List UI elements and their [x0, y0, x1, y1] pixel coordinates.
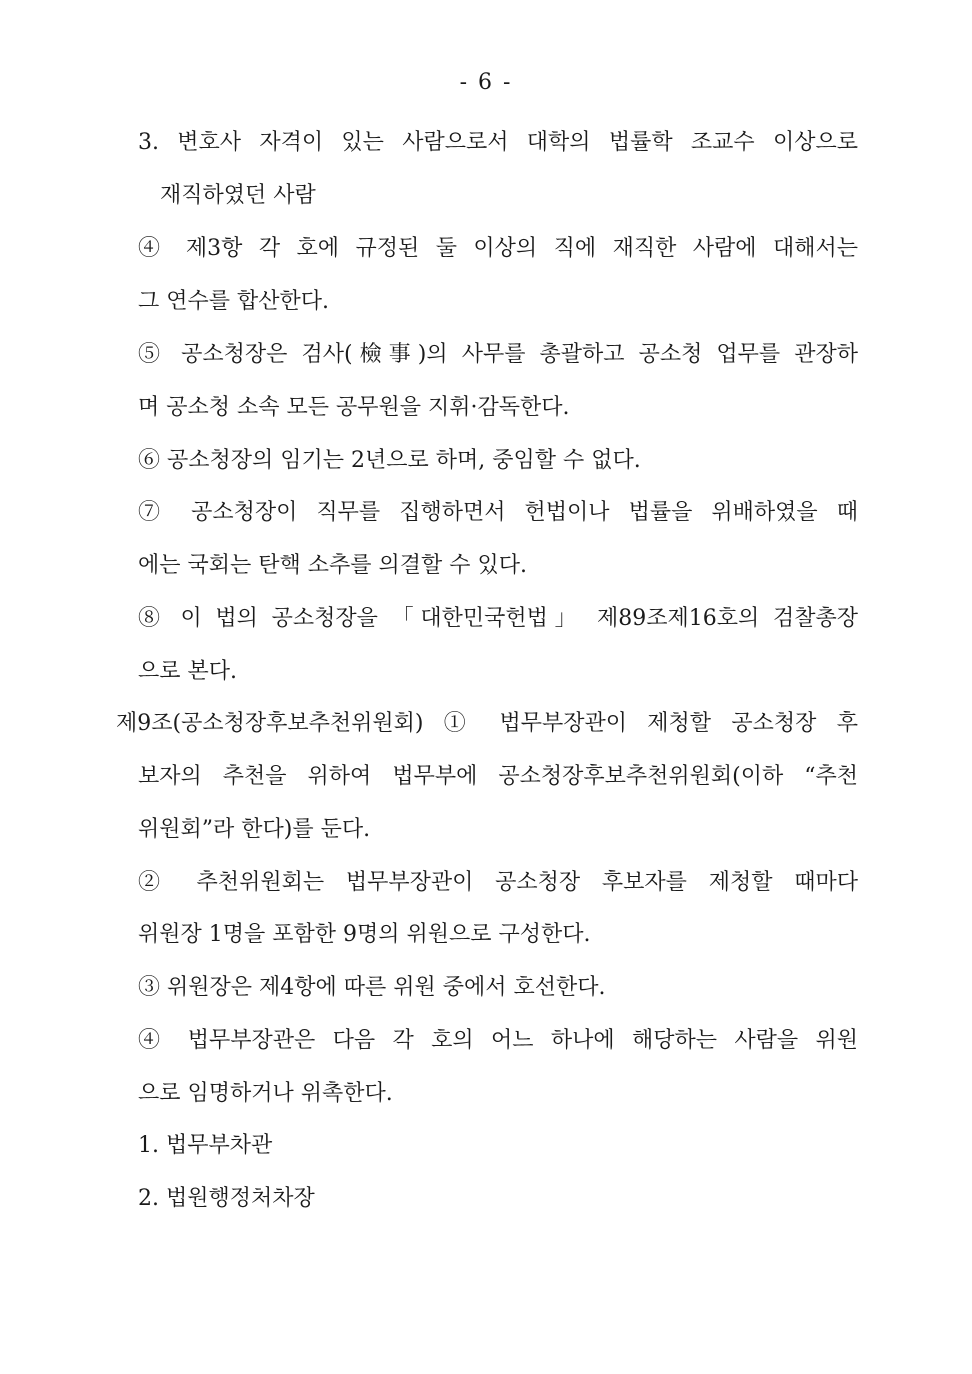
article-heading-line: 제9조(공소청장후보추천위원회) ① 법무부장관이 제청할 공소청장 후 [116, 711, 858, 736]
list-item: 1. 법무부차관 [138, 1133, 273, 1158]
page-number: - 6 - [459, 70, 513, 95]
text-line: 위원장 1명을 포함한 9명의 위원으로 구성한다. [138, 922, 591, 947]
list-item: 2. 법원행정처차장 [138, 1186, 315, 1211]
text-line: ⑦ 공소청장이 직무를 집행하면서 헌법이나 법률을 위배하였을 때 [138, 500, 858, 525]
text-line: 재직하였던 사람 [160, 183, 316, 208]
text-line: 으로 본다. [138, 659, 237, 684]
text-line: 으로 임명하거나 위촉한다. [138, 1081, 393, 1106]
text-line: ⑥ 공소청장의 임기는 2년으로 하며, 중임할 수 없다. [138, 448, 641, 473]
text-line: 며 공소청 소속 모든 공무원을 지휘·감독한다. [138, 395, 570, 420]
text-line: 에는 국회는 탄핵 소추를 의결할 수 있다. [138, 553, 527, 578]
text-line: ⑤ 공소청장은 검사(檢事)의 사무를 총괄하고 공소청 업무를 관장하 [138, 342, 858, 367]
text-line: 보자의 추천을 위하여 법무부에 공소청장후보추천위원회(이하 “추천 [138, 764, 858, 789]
text-line: ④ 제3항 각 호에 규정된 둘 이상의 직에 재직한 사람에 대해서는 [138, 236, 858, 261]
text-line: ⑧ 이 법의 공소청장을 「대한민국헌법」 제89조제16호의 검찰총장 [138, 606, 858, 631]
text-line: ③ 위원장은 제4항에 따른 위원 중에서 호선한다. [138, 975, 606, 1000]
text-line: ② 추천위원회는 법무부장관이 공소청장 후보자를 제청할 때마다 [138, 870, 858, 895]
text-line: ④ 법무부장관은 다음 각 호의 어느 하나에 해당하는 사람을 위원 [138, 1028, 858, 1053]
text-line: 위원회”라 한다)를 둔다. [138, 817, 371, 842]
text-line: 3. 변호사 자격이 있는 사람으로서 대학의 법률학 조교수 이상으로 [138, 130, 858, 155]
text-line: 그 연수를 합산한다. [138, 289, 329, 314]
